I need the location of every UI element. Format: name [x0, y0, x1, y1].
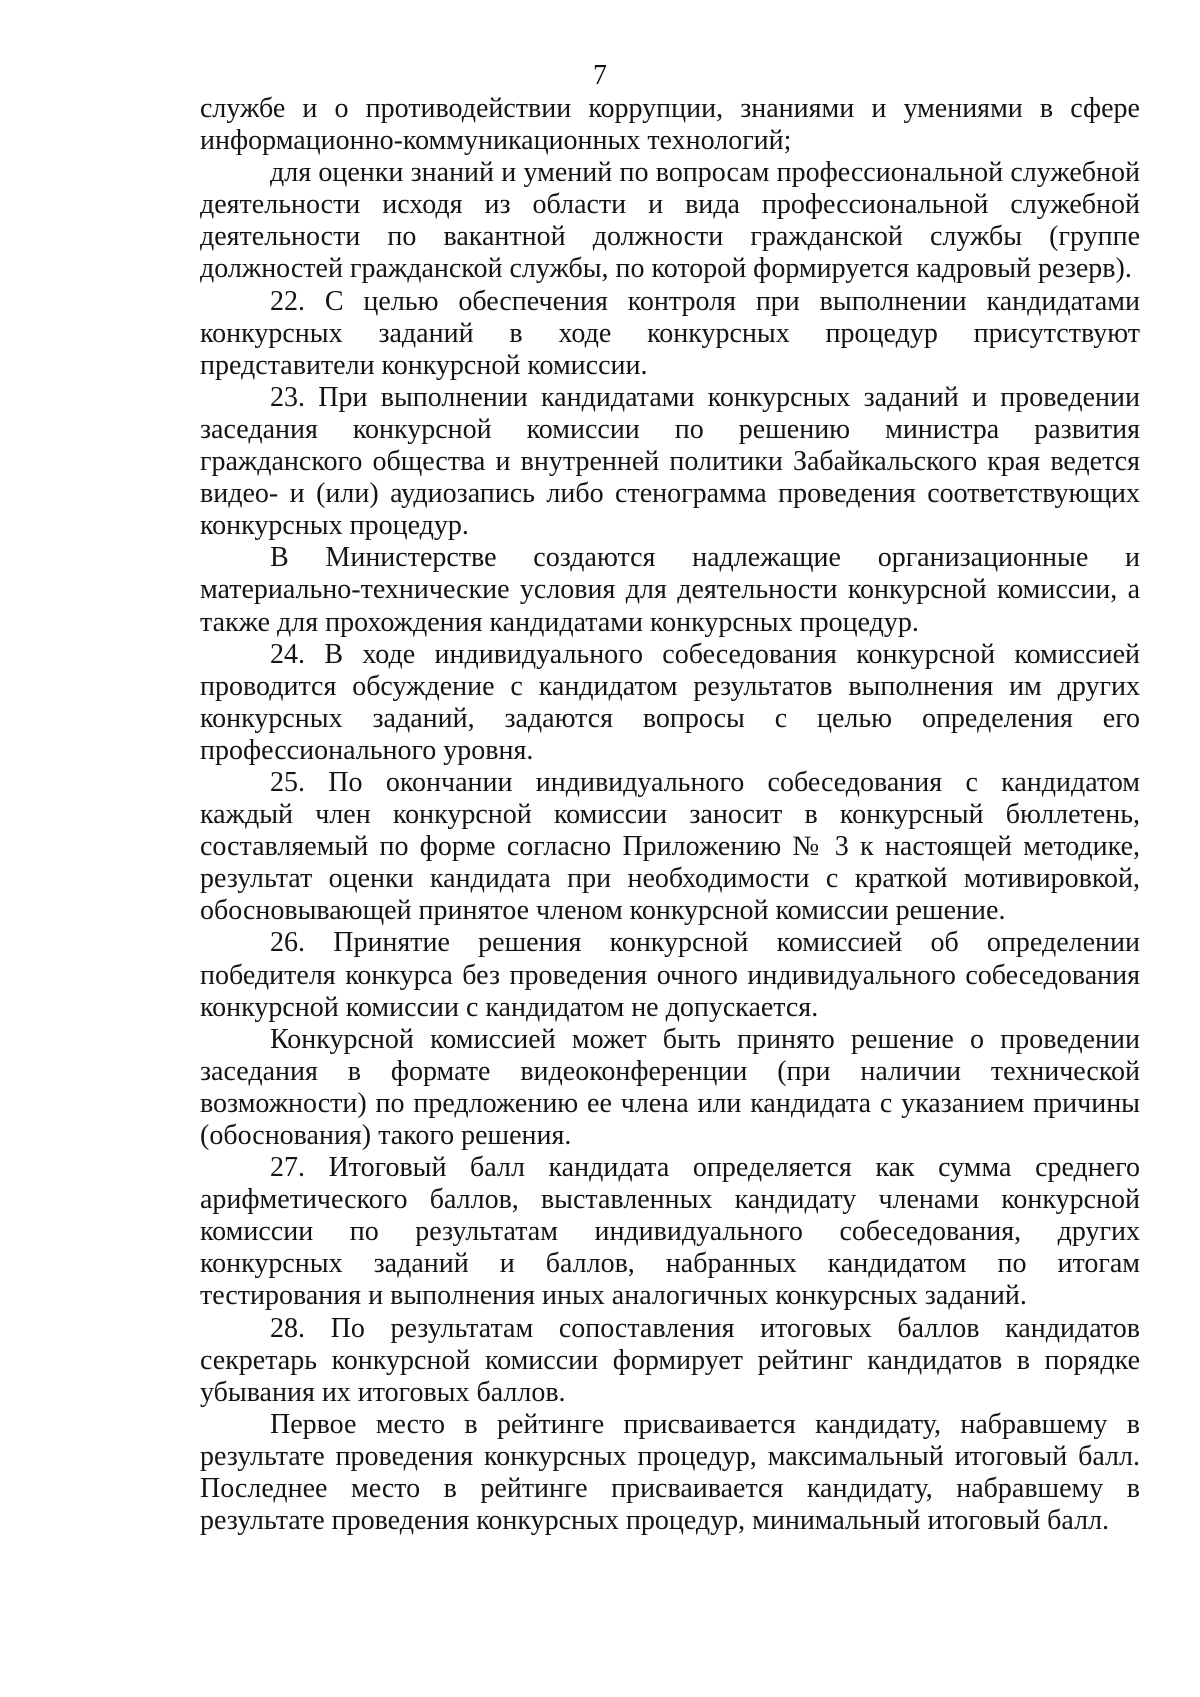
- paragraph-continuation: службе и о противодействии коррупции, знаниями и умениями в сфере информационно-коммуникационных технологий;: [200, 93, 1140, 157]
- paragraph-25: 25. По окончании индивидуального собеседования с кандидатом каждый член конкурсной комиссии заносит в конкурсный бюллетень, составляемый по форме согласно Приложению № 3 к настоящей методике, результат оценки кандидата при необходимости с краткой мотивировкой, обосновывающей принятое членом конкурсной комиссии решение.: [200, 766, 1140, 927]
- paragraph-24: 24. В ходе индивидуального собеседования конкурсной комиссией проводится обсуждение с кандидатом результатов выполнения им других конкурсных заданий, задаются вопросы с целью определения его профессионального уровня.: [200, 638, 1140, 766]
- paragraph-videoconference: Конкурсной комиссией может быть принято решение о проведении заседания в формате видеоконференции (при наличии технической возможности) по предложению ее члена или кандидата с указанием причины (обоснования) такого решения.: [200, 1023, 1140, 1151]
- paragraph-23: 23. При выполнении кандидатами конкурсных заданий и проведении заседания конкурсной комиссии по решению министра развития гражданского общества и внутренней политики Забайкальского края ведется видео- и (или) аудиозапись либо стенограмма проведения соответствующих конкурсных процедур.: [200, 381, 1140, 542]
- paragraph-rating-places: Первое место в рейтинге присваивается кандидату, набравшему в результате проведения конкурсных процедур, максимальный итоговый балл. Последнее место в рейтинге присваивается кандидату, набравшему в результате проведения конкурсных процедур, минимальный итоговый балл.: [200, 1408, 1140, 1537]
- paragraph-knowledge-assessment: для оценки знаний и умений по вопросам профессиональной служебной деятельности исходя из области и вида профессиональной служебной деятельности по вакантной должности гражданской службы (группе должностей гражданской службы, по которой формируется кадровый резерв).: [200, 157, 1140, 285]
- page-number: 7: [593, 60, 607, 91]
- paragraph-27: 27. Итоговый балл кандидата определяется как сумма среднего арифметического баллов, выставленных кандидату членами конкурсной комиссии по результатам индивидуального собеседования, других конкурсных заданий и баллов, набранных кандидатом по итогам тестирования и выполнения иных аналогичных конкурсных заданий.: [200, 1152, 1140, 1312]
- paragraph-22: 22. С целью обеспечения контроля при выполнении кандидатами конкурсных заданий в ходе конкурсных процедур присутствуют представители конкурсной комиссии.: [200, 285, 1140, 381]
- document-body: [200, 93, 1140, 1537]
- paragraph-26: 26. Принятие решения конкурсной комиссией об определении победителя конкурса без проведения очного индивидуального собеседования конкурсной комиссии с кандидатом не допускается.: [200, 927, 1140, 1023]
- paragraph-ministry-conditions: В Министерстве создаются надлежащие организационные и материально-технические условия для деятельности конкурсной комиссии, а также для прохождения кандидатами конкурсных процедур.: [200, 542, 1140, 638]
- paragraph-28: 28. По результатам сопоставления итоговых баллов кандидатов секретарь конкурсной комиссии формирует рейтинг кандидатов в порядке убывания их итоговых баллов.: [200, 1312, 1140, 1408]
